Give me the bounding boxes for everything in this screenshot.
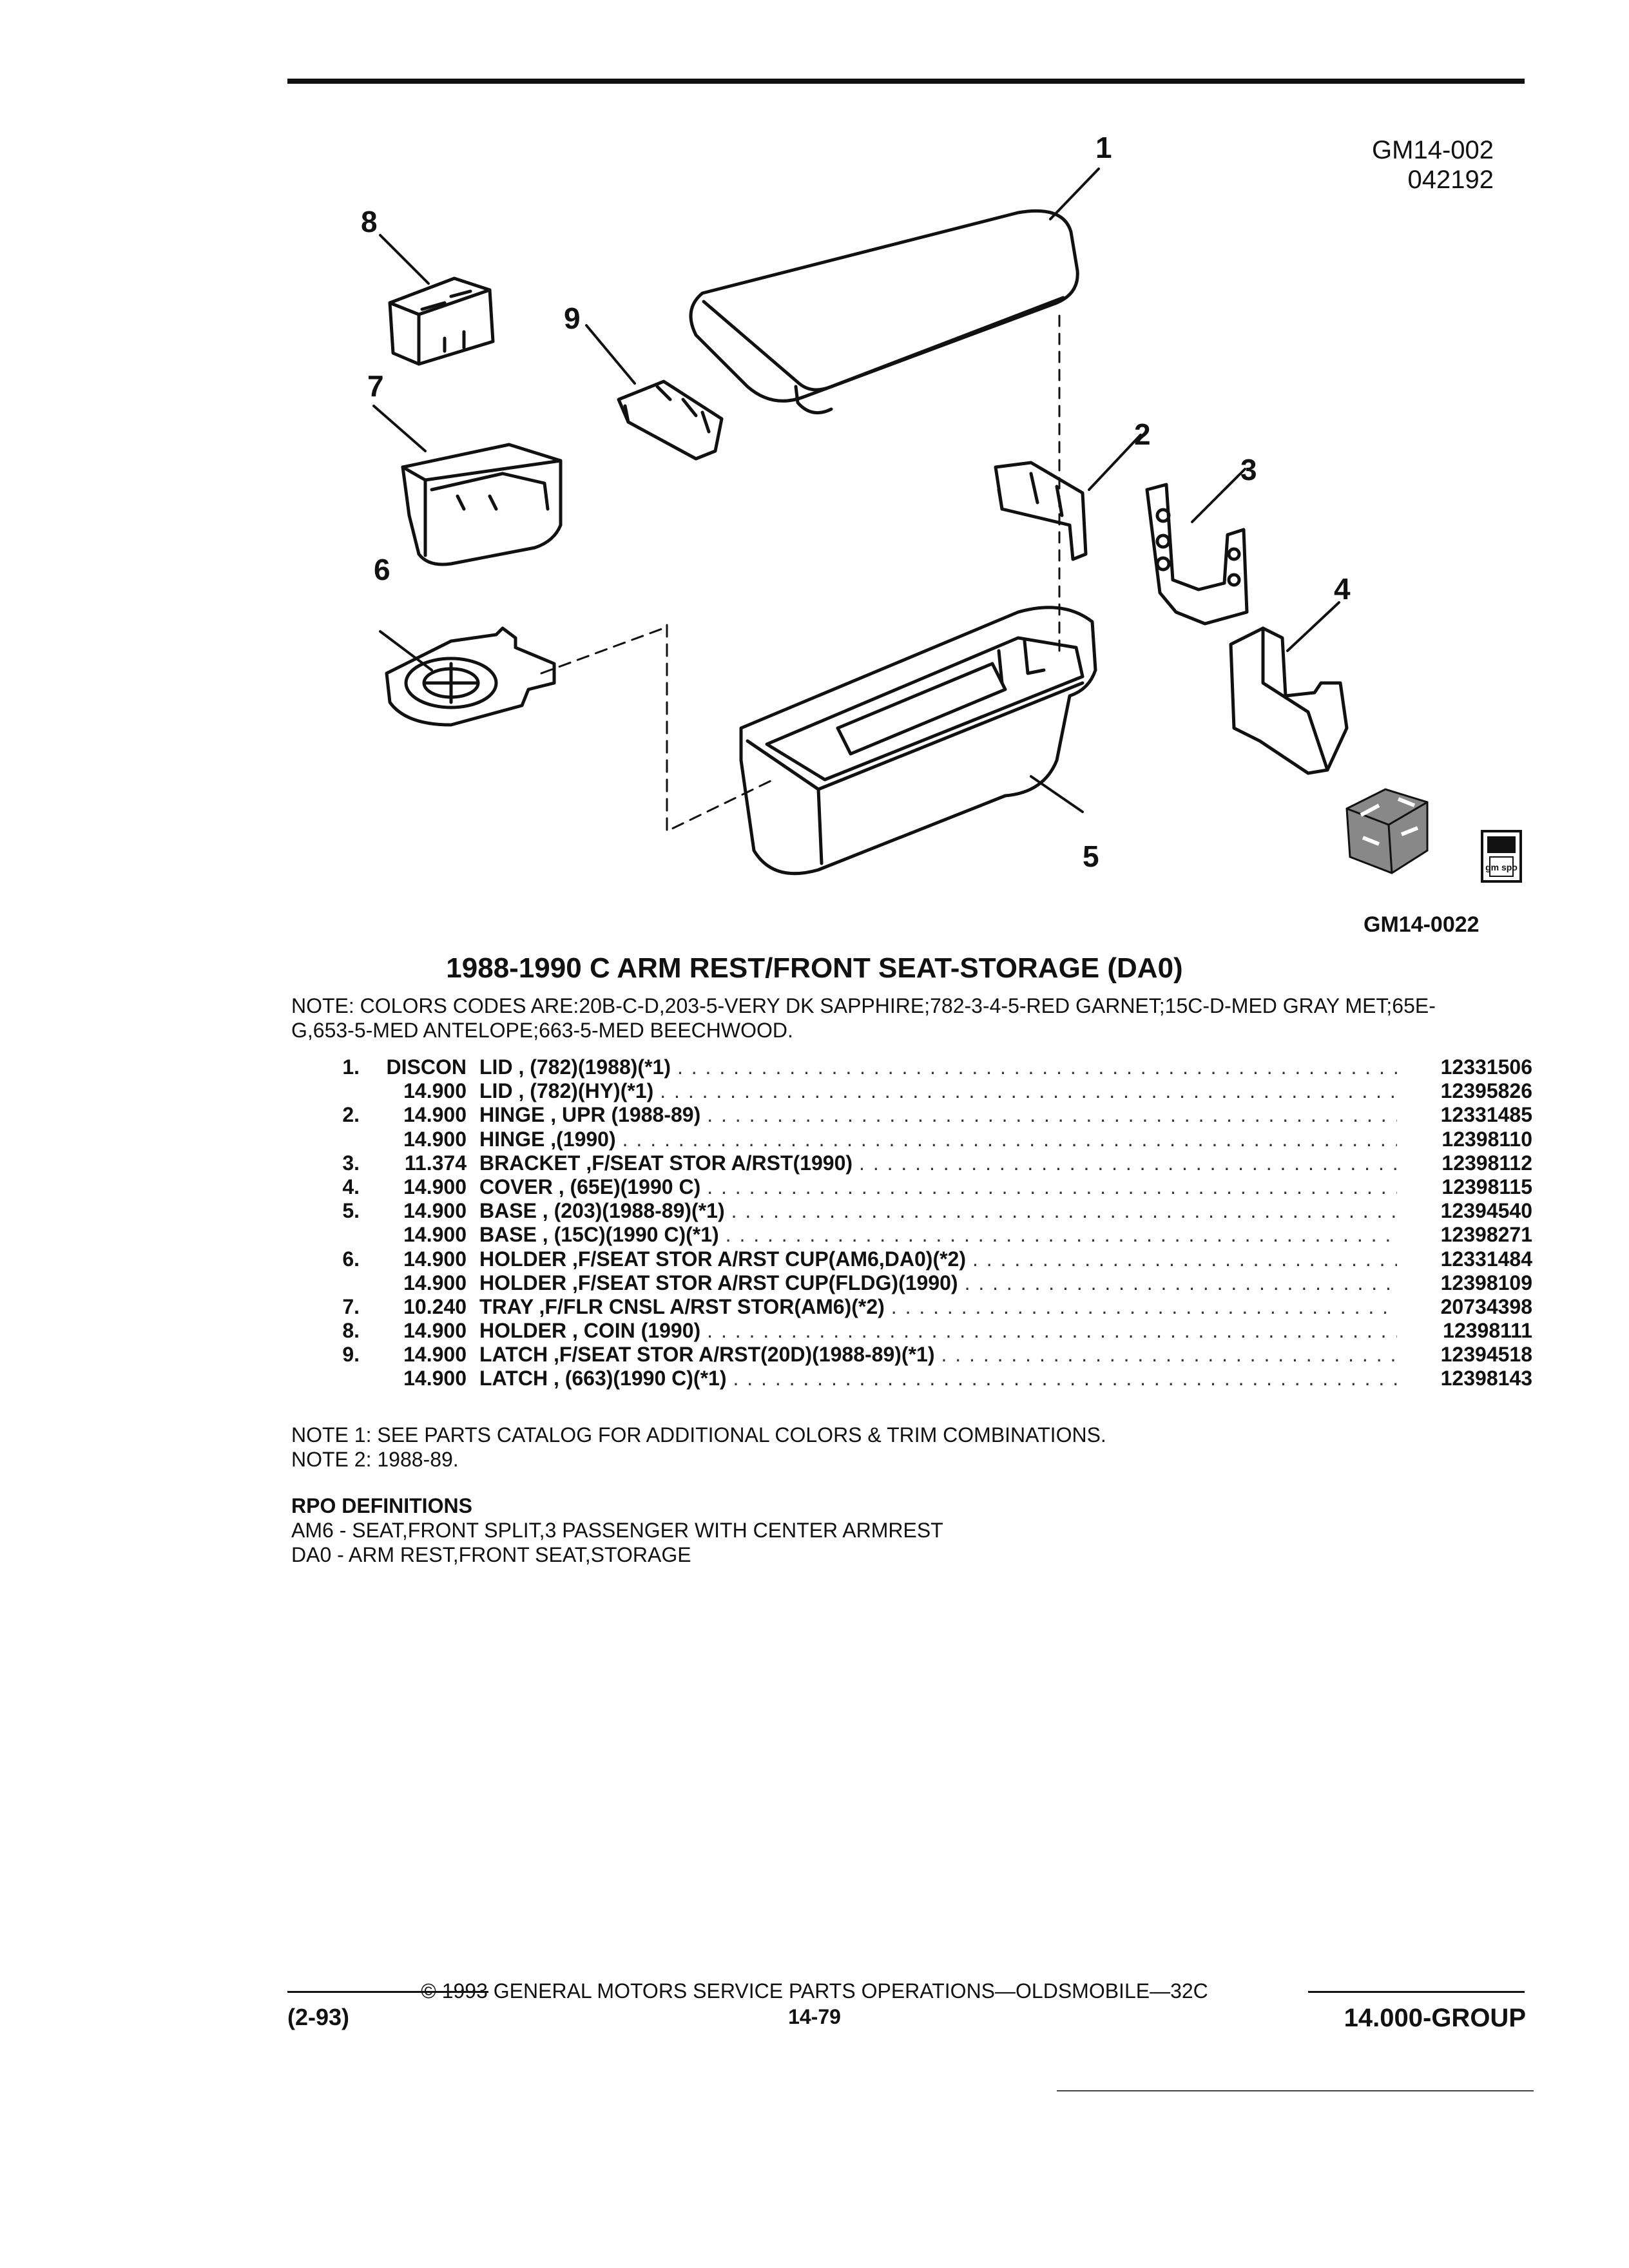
parts-row — [287, 1271, 1532, 1295]
leader-dots — [707, 1319, 1397, 1343]
callout-9: 9 — [564, 302, 581, 335]
catalog-code: 14.900 — [403, 1127, 467, 1151]
part-description: HOLDER ,F/SEAT STOR A/RST CUP(FLDG)(1990) — [479, 1271, 958, 1294]
gm-spo-logo-text: gm spo — [1485, 862, 1518, 872]
part-description: COVER , (65E)(1990 C) — [479, 1175, 701, 1198]
footnote-2: NOTE 2: 1988-89. — [291, 1448, 459, 1471]
rpo-definitions — [291, 1494, 943, 1567]
part-description-cell — [479, 1055, 1397, 1079]
leader-dots — [965, 1271, 1397, 1295]
parts-row — [287, 1247, 1532, 1271]
callout-1: 1 — [1095, 131, 1112, 164]
catalog-code: DISCON — [386, 1055, 467, 1079]
part-number: 12398112 — [1441, 1151, 1532, 1175]
item-number: 9. — [342, 1343, 360, 1367]
part-description-cell — [479, 1175, 1397, 1199]
catalog-code: 14.900 — [403, 1247, 467, 1271]
part-description-cell — [479, 1128, 1397, 1151]
callout-3: 3 — [1240, 453, 1257, 486]
page-title: 1988-1990 C ARM REST/FRONT SEAT-STORAGE (DA0) — [446, 952, 1183, 984]
part-description: BRACKET ,F/SEAT STOR A/RST(1990) — [479, 1151, 853, 1175]
part-number: 12331485 — [1440, 1103, 1532, 1127]
part-description: HOLDER ,F/SEAT STOR A/RST CUP(AM6,DA0)(*2) — [479, 1247, 966, 1271]
part-number: 12395826 — [1440, 1079, 1532, 1103]
parts-row — [287, 1319, 1532, 1343]
footer-page-number: 14-79 — [788, 2005, 841, 2028]
part-number: 12398110 — [1441, 1127, 1532, 1151]
part-tray — [403, 445, 561, 564]
part-description: BASE , (203)(1988-89)(*1) — [479, 1199, 725, 1223]
ref-code: GM14-002 — [1372, 136, 1494, 164]
figure-code: GM14-0022 — [1364, 912, 1480, 937]
part-description-cell — [479, 1223, 1397, 1247]
item-number: 2. — [342, 1103, 360, 1127]
leader-dots — [707, 1103, 1397, 1127]
leader-dots — [726, 1223, 1397, 1247]
part-description: LID , (782)(HY)(*1) — [479, 1079, 654, 1103]
leader-lines — [374, 169, 1339, 812]
catalog-code: 14.900 — [403, 1343, 467, 1367]
parts-list — [287, 1055, 1532, 1391]
catalog-code: 14.900 — [403, 1103, 467, 1127]
catalog-code: 14.900 — [403, 1367, 467, 1390]
item-number: 4. — [342, 1175, 360, 1198]
part-description-cell — [479, 1103, 1397, 1127]
callout-6: 6 — [374, 553, 390, 586]
leader-dots — [941, 1343, 1397, 1367]
part-coin-holder — [390, 278, 493, 364]
part-description: TRAY ,F/FLR CNSL A/RST STOR(AM6)(*2) — [479, 1294, 885, 1318]
catalog-code: 14.900 — [403, 1199, 467, 1223]
footnote-1: NOTE 1: SEE PARTS CATALOG FOR ADDITIONAL COLORS & TRIM COMBINATIONS. — [291, 1423, 1106, 1446]
leader-dots — [660, 1079, 1397, 1103]
parts-row — [287, 1079, 1532, 1103]
part-description-cell — [479, 1367, 1397, 1390]
footer-date: (2-93) — [287, 2004, 350, 2030]
catalog-code: 11.374 — [404, 1151, 467, 1175]
leader-dots — [859, 1151, 1397, 1175]
catalog-code: 14.900 — [403, 1271, 467, 1294]
exploded-parts-diagram — [0, 0, 1629, 915]
color-codes-note: NOTE: COLORS CODES ARE:20B-C-D,203-5-VERY DK SAPPHIRE;782-3-4-5-RED GARNET;15C-D-MED GRAY MET;65E-G,653-5-MED ANTELOPE;663-5-MED BEECHWOOD. — [291, 994, 1436, 1042]
parts-row — [287, 1128, 1532, 1151]
parts-row — [287, 1343, 1532, 1367]
callout-8: 8 — [361, 205, 378, 238]
parts-row — [287, 1223, 1532, 1247]
date-code: 042192 — [1407, 166, 1494, 194]
part-number: 12398143 — [1440, 1367, 1532, 1390]
part-description-cell — [479, 1295, 1397, 1319]
part-number: 12398271 — [1440, 1223, 1532, 1247]
part-lid — [691, 211, 1077, 412]
part-description: LATCH ,F/SEAT STOR A/RST(20D)(1988-89)(*1) — [479, 1343, 935, 1367]
parts-row — [287, 1175, 1532, 1199]
part-bracket — [1147, 485, 1247, 624]
footer-copyright: © 1993 GENERAL MOTORS SERVICE PARTS OPERATIONS—OLDSMOBILE—32C — [421, 1979, 1208, 2003]
part-description-cell — [479, 1319, 1397, 1343]
catalog-code: 10.240 — [403, 1294, 467, 1318]
parts-row — [287, 1199, 1532, 1223]
leader-dots — [622, 1128, 1397, 1151]
part-description: BASE , (15C)(1990 C)(*1) — [479, 1223, 719, 1247]
parts-row — [287, 1103, 1532, 1127]
part-number: 12394518 — [1440, 1343, 1532, 1367]
item-number: 1. — [342, 1055, 360, 1079]
callout-2: 2 — [1134, 418, 1151, 451]
part-description: LATCH , (663)(1990 C)(*1) — [479, 1367, 727, 1390]
part-cup-holder — [387, 628, 554, 725]
bottom-rule — [1057, 2090, 1534, 2091]
part-description-cell — [479, 1079, 1397, 1103]
part-hinge — [996, 463, 1086, 559]
leader-dots — [733, 1367, 1397, 1390]
footer-group: 14.000-GROUP — [1344, 2004, 1526, 2032]
leader-dots — [677, 1055, 1397, 1079]
catalog-code: 14.900 — [403, 1175, 467, 1198]
part-number: 12394540 — [1440, 1199, 1532, 1223]
item-number: 8. — [342, 1319, 360, 1343]
parts-row — [287, 1151, 1532, 1175]
part-description: LID , (782)(1988)(*1) — [479, 1055, 671, 1079]
part-description: HINGE ,(1990) — [479, 1127, 616, 1151]
gm-spo-logo — [1482, 831, 1521, 881]
catalog-code: 14.900 — [403, 1079, 467, 1103]
item-number: 5. — [342, 1199, 360, 1223]
parts-row — [287, 1295, 1532, 1319]
parts-row — [287, 1367, 1532, 1390]
leader-dots — [731, 1199, 1397, 1223]
callout-7: 7 — [367, 369, 384, 403]
part-latch — [619, 381, 722, 459]
callout-5: 5 — [1083, 840, 1099, 873]
callout-4: 4 — [1334, 572, 1351, 606]
parts-row — [287, 1055, 1532, 1079]
catalog-code: 14.900 — [403, 1319, 467, 1343]
part-description: HOLDER , COIN (1990) — [479, 1319, 701, 1343]
part-number: 12331506 — [1440, 1055, 1532, 1079]
footnotes — [291, 1423, 1106, 1472]
item-number: 6. — [342, 1247, 360, 1271]
catalog-code: 14.900 — [403, 1223, 467, 1247]
part-description-cell — [479, 1199, 1397, 1223]
item-number: 3. — [342, 1151, 360, 1175]
part-description-cell — [479, 1151, 1397, 1175]
part-description: HINGE , UPR (1988-89) — [479, 1103, 701, 1127]
part-number: 12398109 — [1440, 1271, 1532, 1294]
part-base — [741, 608, 1095, 874]
leader-dots — [972, 1247, 1397, 1271]
part-number: 20734398 — [1440, 1294, 1532, 1318]
rpo-heading: RPO DEFINITIONS — [291, 1494, 472, 1517]
part-number: 12331484 — [1440, 1247, 1532, 1271]
rpo-item: AM6 - SEAT,FRONT SPLIT,3 PASSENGER WITH CENTER ARMREST — [291, 1519, 943, 1542]
leader-dots — [891, 1295, 1397, 1319]
part-description-cell — [479, 1247, 1397, 1271]
cube-logo — [1347, 789, 1427, 873]
part-description-cell — [479, 1343, 1397, 1367]
part-description-cell — [479, 1271, 1397, 1295]
part-number: 12398115 — [1441, 1175, 1532, 1198]
leader-dots — [707, 1175, 1397, 1199]
item-number: 7. — [342, 1294, 360, 1318]
rpo-item: DA0 - ARM REST,FRONT SEAT,STORAGE — [291, 1543, 691, 1566]
part-number: 12398111 — [1443, 1319, 1532, 1343]
